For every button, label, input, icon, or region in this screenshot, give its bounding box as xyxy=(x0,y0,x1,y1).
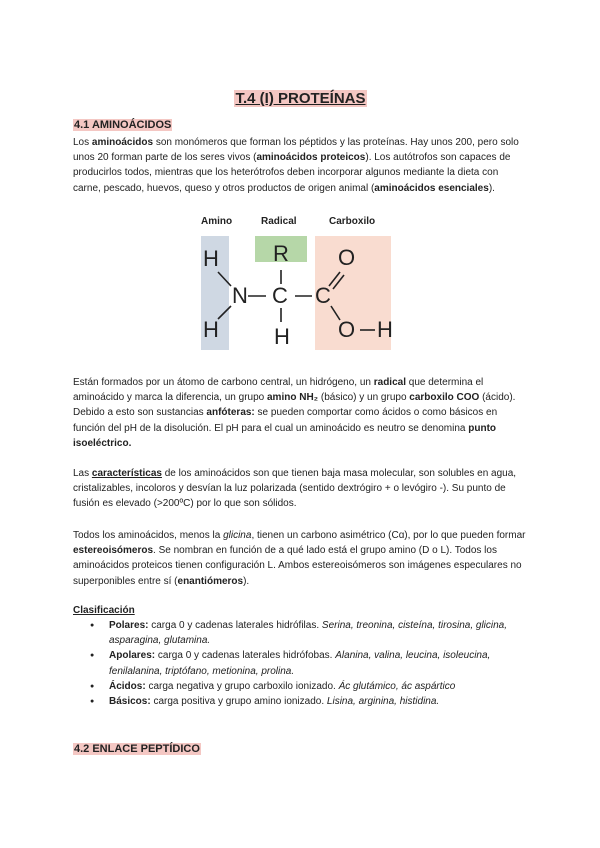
text-run: carga negativa y grupo carboxilo ionizado. xyxy=(145,680,339,692)
atom-o-hydroxyl: O xyxy=(338,317,356,342)
list-item-apolares xyxy=(73,648,528,678)
text-run: Ácidos: xyxy=(109,680,146,692)
aminoacid-structure-diagram xyxy=(195,216,410,356)
text-run: estereoisómeros xyxy=(73,545,154,557)
paragraph-intro xyxy=(73,135,528,196)
text-run: Lisina, arginina, histidina. xyxy=(326,696,440,708)
text-run: Básicos: xyxy=(109,696,151,708)
text-run: Polares: xyxy=(109,620,149,631)
text-run: radical xyxy=(373,377,406,388)
list-item-polares xyxy=(73,618,528,648)
atom-c-carboxyl: C xyxy=(315,283,331,308)
text-run: carga 0 y cadenas laterales hidrófilas. xyxy=(148,620,322,631)
text-run: Los xyxy=(73,137,92,148)
text-run: carga 0 y cadenas laterales hidrófobas. xyxy=(155,650,336,662)
label-amino: Amino xyxy=(201,216,233,227)
text-run: Todos los aminoácidos, menos la xyxy=(73,530,224,541)
section-heading-enlace-peptidico: 4.2 ENLACE PEPTÍDICO xyxy=(74,743,200,755)
bond-c-o-double-2 xyxy=(333,275,344,289)
text-run: glicina xyxy=(223,530,252,541)
text-run: carga positiva y grupo amino ionizado. xyxy=(150,696,327,708)
text-run: de los aminoácidos son que tienen baja masa molecular, son solubles en agua, cristalizables, incoloros y desvían la luz polarizada (sentido dextrógiro + o levógiro -). Su punto de fusión es elevado (>200ºC) por lo que son sólidos. xyxy=(73,468,517,510)
text-run: ). Los autótrofos son capaces de producirlos todos, mientras que los heterótrofos deben incorporar algunos mediante la dieta con carne, pescado, huevos, queso y otros productos de origen animal ( xyxy=(73,152,511,194)
label-carboxilo: Carboxilo xyxy=(329,216,376,227)
text-run: Apolares: xyxy=(109,650,156,662)
section-heading-aminoacidos: 4.1 AMINOÁCIDOS xyxy=(74,119,172,131)
classification-heading: Clasificación xyxy=(73,605,135,616)
atom-h-bottom-center: H xyxy=(274,324,290,349)
text-run: son monómeros que forman los péptidos y las proteínas. Hay unos 200, pero solo unos 20 forman parte de los seres vivos ( xyxy=(73,137,519,164)
text-run: Las xyxy=(73,468,92,479)
text-run: que determina el aminoácido y marca la diferencia, un grupo xyxy=(73,377,484,404)
atom-r: R xyxy=(273,241,289,266)
text-run: punto isoeléctrico. xyxy=(73,422,497,449)
atom-h-hydroxyl: H xyxy=(377,317,393,342)
bond-h-n-top xyxy=(218,272,231,286)
text-run: se pueden comportar como ácidos o como básicos en función del pH de la disolución. El pH para el cual un aminoácido es neutro se denomina xyxy=(73,407,498,434)
text-run: ). xyxy=(488,182,495,194)
text-run: Alanina, valina, leucina, isoleucina, fenilalanina, triptófano, metionina, prolina. xyxy=(109,650,491,677)
text-run: ). xyxy=(243,575,250,587)
text-run: características xyxy=(91,468,162,479)
text-run: , tienen un carbono asimétrico (Cɑ), por lo que pueden formar xyxy=(251,530,526,541)
text-run: . Se nombran en función de a qué lado está el grupo amino (D o L). Todos los aminoácidos proteicos tienen configuración L. Ambos estereoisómeros son imágenes especulares no superponibles entre sí ( xyxy=(73,545,522,587)
text-run: aminoácidos esenciales xyxy=(374,182,489,194)
page-title: T.4 (I) PROTEÍNAS xyxy=(235,90,366,107)
atom-h-bottom-left: H xyxy=(203,317,219,342)
text-run: Están formados por un átomo de carbono central, un hidrógeno, un xyxy=(73,377,374,388)
atom-o-double: O xyxy=(338,245,356,270)
label-radical: Radical xyxy=(261,216,297,227)
classification-list xyxy=(73,618,528,709)
paragraph-structure xyxy=(73,375,528,451)
text-run: carboxilo COO xyxy=(409,392,480,404)
paragraph-stereoisomers xyxy=(73,528,528,589)
paragraph-characteristics xyxy=(73,466,528,512)
text-run: aminoácidos proteicos xyxy=(256,152,366,164)
text-run: aminoácidos xyxy=(91,137,154,148)
text-run: amino NH₂ xyxy=(267,392,319,404)
text-run: (ácido). Debido a esto son sustancias xyxy=(73,392,516,419)
list-item-basicos xyxy=(73,694,528,709)
text-run: Serina, treonina, cisteína, tirosina, glicina, asparagina, glutamina. xyxy=(109,620,508,647)
text-run: (básico) y un grupo xyxy=(318,392,410,404)
atom-h-top-left: H xyxy=(203,246,219,271)
list-item-acidos xyxy=(73,679,528,694)
text-run: enantiómeros xyxy=(177,575,244,587)
atom-n: N xyxy=(232,283,248,308)
bond-h-n-bottom xyxy=(218,306,231,319)
text-run: anfóteras: xyxy=(206,407,255,419)
atom-c-alpha: C xyxy=(272,283,288,308)
text-run: Ác glutámico, ác aspártico xyxy=(338,680,456,692)
